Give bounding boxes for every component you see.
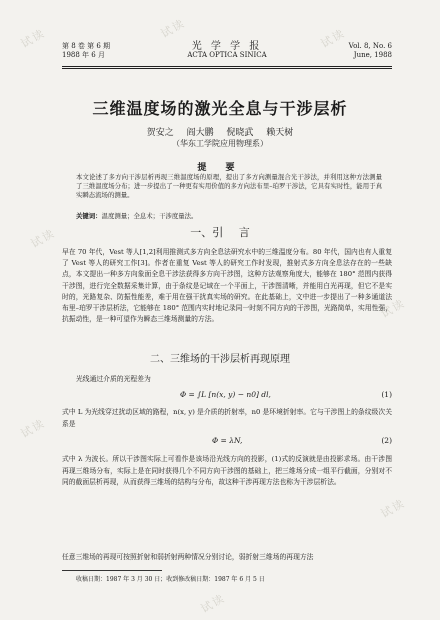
watermark: 试读: [158, 16, 188, 41]
issue-info: 第 8 卷 第 6 期 1988 年 6 月: [62, 42, 111, 59]
abstract-heading: 提 要: [197, 163, 243, 173]
volume-info: Vol. 8, No. 6 June, 1988: [348, 42, 392, 59]
paragraph: 早在 70 年代，Vest 等人[1,2]利用推测式多方向全息法研究水中的三维温度分布。80 年代，国内也有人重复了 Vest 等人的研究工作[3]。作者在重复 Vest 等人的研究工作时发现，推射式多方向全息法存在的一些缺点，本文提出一种多方向象面全息干涉法获得多方向干涉图，这种方法观察角度大，能够在 180° 范围内获得干涉图，进行完全数据采集计算，由于条纹是记域在一个平面上，干涉图清晰，并能用白光再现，但它不是实时的，光路复杂、防振性能差，难于用在强干扰真实场的研究。在此基础上，文中进一步提出了一种多通道法布里–珀罗干涉层析法，它能够在 180° 范围内实时地记录同一时刻不同方向的干涉图，光路简单，实用性强，抗振动性，是一种可望作为瞬态三维场测量的方法。: [62, 248, 392, 324]
paper-title: 三维温度场的激光全息与干涉层析: [92, 99, 348, 118]
equation-formula: Φ = λN,: [212, 436, 243, 445]
watermark: 试读: [28, 226, 58, 251]
watermark: 试读: [378, 296, 408, 321]
paragraph: 式中 λ 为波长。所以干涉图实际上可看作是该场沿光线方向的投影，(1)式的反演就是由投影求场。由干涉图再现三维场分布，实际上是在同时获得几个不同方向干涉图的基础上，把三维场分成一组平行截面，分别对不同的截面层析再现，从而获得三维场的结构与分布，故这种干涉再现方法也称为干涉层析法。: [62, 455, 392, 486]
watermark: 试读: [378, 496, 408, 521]
affiliation: （华东工学院应用物理系）: [172, 139, 268, 148]
paragraph: 任意三维场的再现可按照折射和弱折射两种情况分别讨论，弱折射三维场的再现方法: [62, 553, 314, 561]
header-rule: [62, 66, 392, 67]
abstract-text: 本文论述了多方向干涉层析再现三维温度场的原理，提出了多方向测量混合光干涉法，并利用这种方法测量了三维温度场分布；进一步提出了一种更有实用价值的多方向法布里–珀罗干涉法，它具有实时性，能用于真实瞬态流场的测量。: [76, 173, 382, 199]
journal-header: [62, 42, 392, 68]
header-rule: [62, 68, 392, 69]
footnote: 收稿日期：1987 年 3 月 30 日；收到修改稿日期：1987 年 6 月 5 日: [76, 576, 265, 583]
section-heading: 一、引 言: [190, 226, 250, 239]
equation-formula: Φ = ∫L [n(x, y) − n0] dl,: [180, 390, 271, 399]
keywords-label: 关键词：: [76, 212, 102, 220]
footnote-rule: [62, 570, 162, 571]
paragraph: 式中 L 为光线穿过扰动区域的路程，n(x, y) 是介质的折射率，n0 是环境折射率。它与干涉图上的条纹级次关系是: [62, 408, 392, 428]
keywords: [76, 211, 382, 220]
journal-name: 光 学 学 报 ACTA OPTICA SINICA: [187, 41, 267, 59]
authors: 贺安之 阎大鹏 倪晓武 赖天树: [146, 128, 294, 138]
section-heading: 二、三维场的干涉层析再现原理: [150, 354, 290, 365]
equation-number: (1): [381, 390, 392, 399]
paragraph: 光线通过介质的光程差为: [76, 375, 151, 383]
watermark: 试读: [318, 26, 348, 51]
keywords-list: 温度测量；全息术；干涉度量法。: [101, 212, 198, 220]
equation-number: (2): [381, 436, 392, 445]
watermark: 试读: [198, 591, 228, 616]
watermark: 试读: [18, 416, 48, 441]
watermark: 试读: [18, 26, 48, 51]
